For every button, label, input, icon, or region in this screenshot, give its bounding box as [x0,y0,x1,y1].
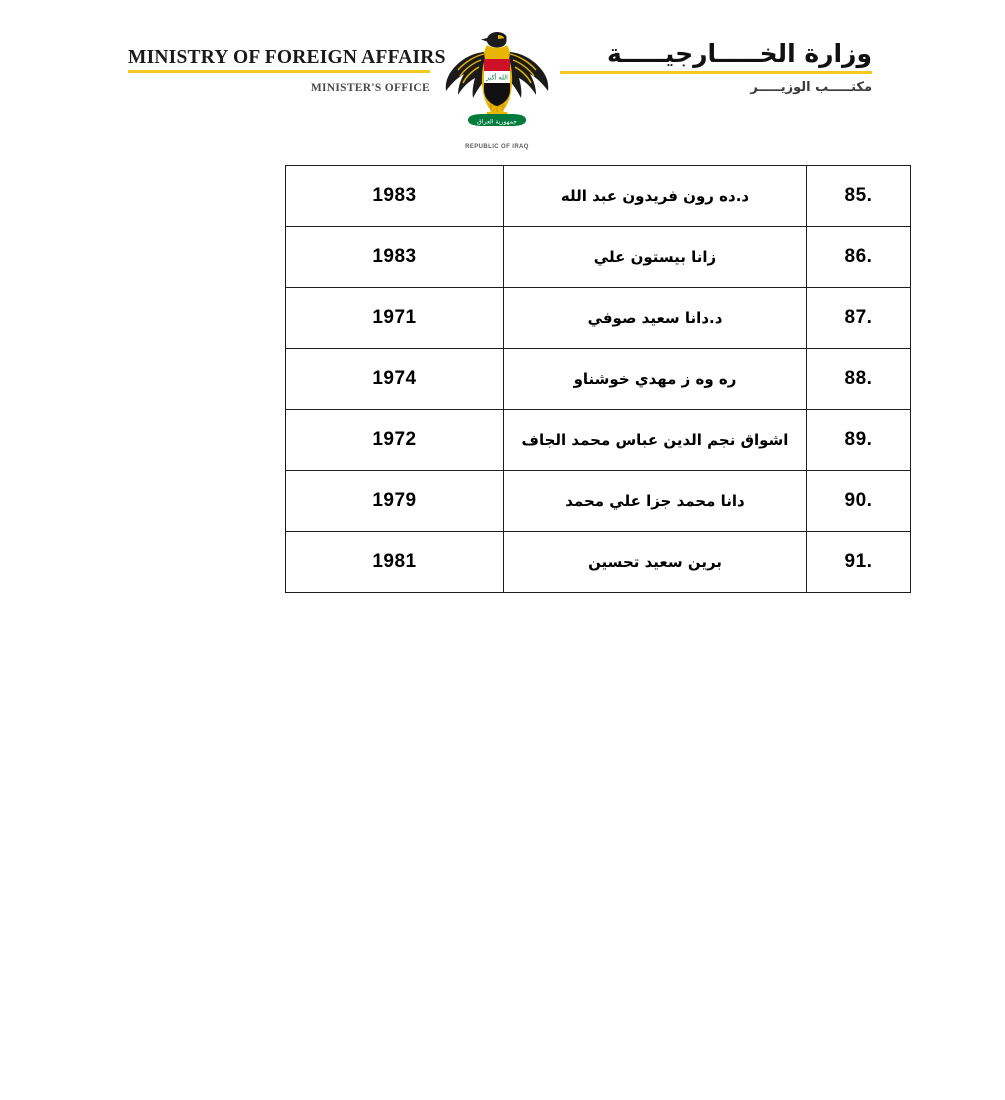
cell-year: 1983 [286,227,504,288]
emblem-caption: REPUBLIC OF IRAQ [465,144,529,150]
cell-year: 1983 [286,166,504,227]
names-table [285,165,911,593]
letterhead-english-block [128,47,446,95]
cell-index: 86. [807,227,911,288]
cell-name: زانا بيستون علي [504,227,807,288]
cell-index: 87. [807,288,911,349]
scroll-text: جمهورية العراق [477,118,517,126]
office-name-arabic: مكتـــــب الوزيـــــر [750,79,872,95]
ministry-name-english: MINISTRY OF FOREIGN AFFAIRS [128,47,446,68]
cell-name: دانا محمد جزا علي محمد [504,471,807,532]
cell-name: ره وه ز مهدي خوشناو [504,349,807,410]
cell-name: د.دانا سعيد صوفي [504,288,807,349]
cell-year: 1972 [286,410,504,471]
cell-year: 1974 [286,349,504,410]
iraq-coat-of-arms-emblem [443,26,551,151]
arabic-accent-rule [560,71,872,74]
cell-name: برين سعيد تحسين [504,532,807,593]
cell-index: 90. [807,471,911,532]
cell-year: 1981 [286,532,504,593]
english-accent-rule [128,70,430,73]
table-row [286,227,911,288]
cell-index: 89. [807,410,911,471]
letterhead-arabic-block [560,40,872,95]
office-name-english: MINISTER'S OFFICE [310,82,430,95]
table-row [286,349,911,410]
cell-year: 1979 [286,471,504,532]
names-table-body [286,166,911,593]
eagle-of-saladin-icon [443,26,551,138]
table-row [286,410,911,471]
cell-year: 1971 [286,288,504,349]
letterhead [0,0,1005,160]
table-row [286,471,911,532]
cell-index: 88. [807,349,911,410]
cell-name: اشواق نجم الدين عباس محمد الجاف [504,410,807,471]
table-row [286,288,911,349]
table-row [286,166,911,227]
cell-index: 85. [807,166,911,227]
cell-index: 91. [807,532,911,593]
table-row [286,532,911,593]
cell-name: د.ده رون فريدون عبد الله [504,166,807,227]
ministry-name-arabic: وزارة الخـــــارجيـــــة [607,39,872,68]
shield-takbir-text: الله أكبر [486,73,508,82]
